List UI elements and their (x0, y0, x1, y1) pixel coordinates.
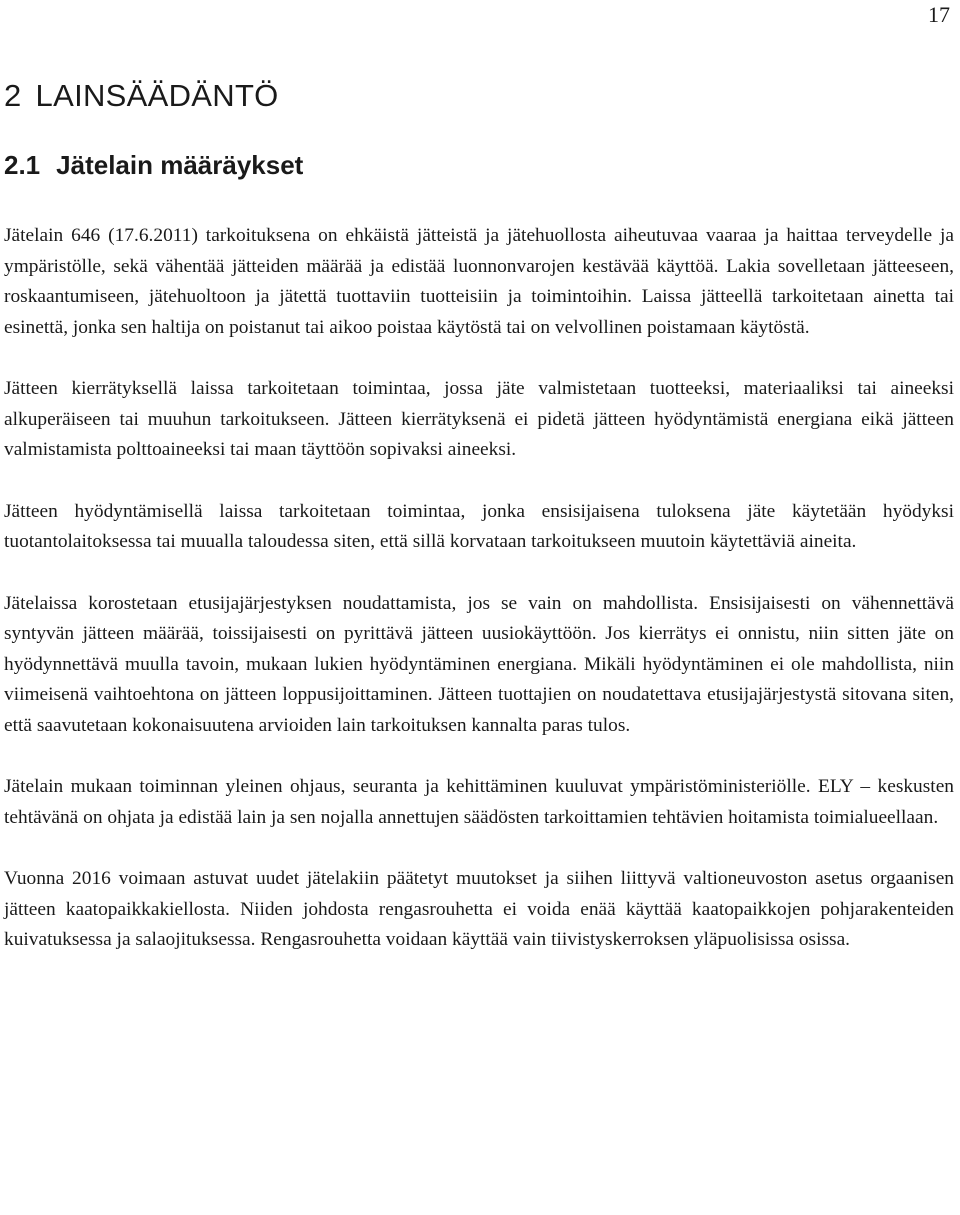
paragraph-guidance: Jätelain mukaan toiminnan yleinen ohjaus, seuranta ja kehittäminen kuuluvat ympäristöministeriölle. ELY – keskusten tehtävänä on ohjata ja edistää lain ja sen nojalla annettujen säädösten tarkoittamien tehtävien hoitamista toimialueellaan. (4, 776, 954, 828)
chapter-title: LAINSÄÄDÄNTÖ (35, 78, 279, 113)
paragraph-purpose: Jätelain 646 (17.6.2011) tarkoituksena on ehkäistä jätteistä ja jätehuollosta aiheutuvaa vaaraa ja haittaa terveydelle ja ympäristölle, sekä vähentää jätteiden määrää ja edistää luonnonvarojen kestävää käyttöä. Lakia sovelletaan jätteeseen, roskaantumiseen, jätehuoltoon ja jätettä tuottaviin tuotteisiin ja toimintoihin. Laissa jätteellä tarkoitetaan ainetta tai esinettä, jonka sen haltija on poistanut tai aikoo poistaa käytöstä tai on velvollinen poistamaan käytöstä. (4, 225, 954, 338)
paragraph-2016-changes: Vuonna 2016 voimaan astuvat uudet jätelakiin päätetyt muutokset ja siihen liittyvä valtioneuvoston asetus orgaanisen jätteen kaatopaikkakiellosta. Niiden johdosta rengasrouhetta ei voida enää käyttää kaatopaikkojen pohjarakenteiden kuivatuksessa ja salaojituksessa. Rengasrouhetta voidaan käyttää vain tiivistyskerroksen yläpuolisissa osissa. (4, 868, 954, 950)
section-heading (4, 150, 303, 181)
chapter-number: 2 (4, 78, 22, 113)
paragraph-recycling: Jätteen kierrätyksellä laissa tarkoitetaan toimintaa, jossa jäte valmistetaan tuotteeksi, materiaaliksi tai aineeksi alkuperäiseen tai muuhun tarkoitukseen. Jätteen kierrätyksenä ei pidetä jätteen hyödyntämistä energiana eikä jätteen valmistamista polttoaineeksi tai maan täyttöön sopivaksi aineeksi. (4, 378, 954, 460)
section-number: 2.1 (4, 150, 41, 180)
chapter-heading (4, 78, 279, 114)
paragraph-priority-order: Jätelaissa korostetaan etusijajärjestyksen noudattamista, jos se vain on mahdollista. Ensisijaisesti on vähennettävä syntyvän jätteen määrää, toissijaisesti on pyrittävä jätteen uusiokäyttöön. Jos kierrätys ei onnistu, niin sitten jäte on hyödynnettävä muulla tavoin, mukaan lukien hyödyntäminen energiana. Mikäli hyödyntäminen ei ole mahdollista, niin viimeisenä vaihtoehtona on jätteen loppusijoittaminen. Jätteen tuottajien on noudatettava etusijajärjestystä sitovana siten, että saavutetaan kokonaisuutena arvioiden lain tarkoituksen kannalta paras tulos. (4, 592, 954, 736)
paragraph-recovery: Jätteen hyödyntämisellä laissa tarkoitetaan toimintaa, jonka ensisijaisena tuloksena jäte käytetään hyödyksi tuotantolaitoksessa tai muualla taloudessa siten, että sillä korvataan tarkoitukseen muutoin käytettäviä aineita. (4, 500, 954, 552)
page-number: 17 (928, 2, 950, 27)
body-text (4, 221, 954, 987)
section-title: Jätelain määräykset (56, 150, 304, 180)
